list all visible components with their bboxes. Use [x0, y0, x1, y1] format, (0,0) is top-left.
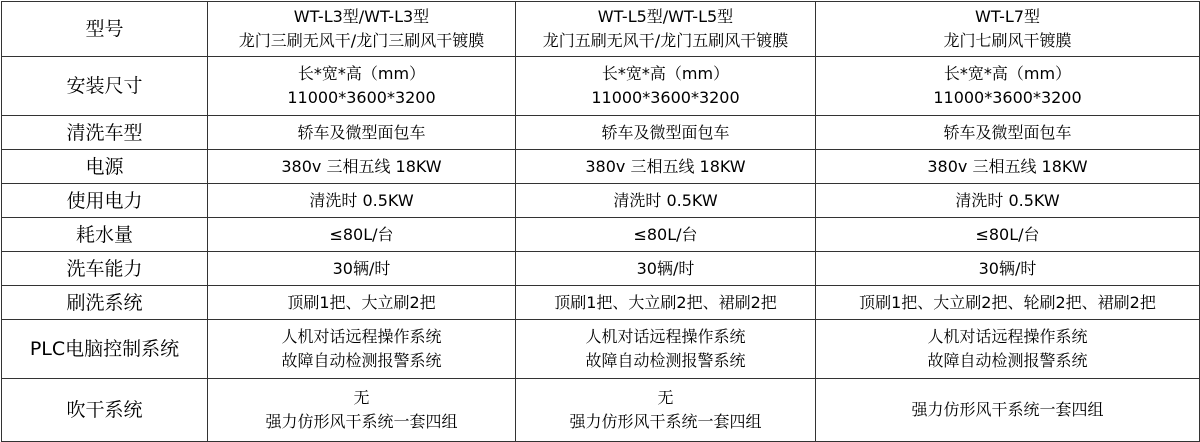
- cell-usage-l7: 清洗时 0.5KW: [816, 184, 1200, 218]
- row-capacity: [2, 252, 1200, 286]
- row-label-size: 安装尺寸: [2, 57, 208, 116]
- cell-water-l3: ≤80L/台: [208, 218, 516, 252]
- cell-line: 无: [657, 388, 674, 407]
- cell-line: 强力仿形风干系统一套四组: [911, 400, 1104, 419]
- cell-capacity-l7: 30辆/时: [816, 252, 1200, 286]
- row-usage: [2, 184, 1200, 218]
- cell-vehicle-l5: 轿车及微型面包车: [516, 116, 816, 150]
- row-brush: [2, 286, 1200, 320]
- row-label-capacity: 洗车能力: [2, 252, 208, 286]
- cell-line: WT-L3型/WT-L3型: [293, 7, 430, 26]
- cell-line: 人机对话远程操作系统: [927, 327, 1088, 346]
- row-label-model: 型号: [2, 2, 208, 57]
- row-label-water: 耗水量: [2, 218, 208, 252]
- row-label-plc: PLC电脑控制系统: [2, 320, 208, 379]
- cell-dry-l5: [516, 379, 816, 442]
- cell-plc-l5: [516, 320, 816, 379]
- cell-brush-l7: 顶刷1把、大立刷2把、轮刷2把、裙刷2把: [816, 286, 1200, 320]
- cell-water-l5: ≤80L/台: [516, 218, 816, 252]
- row-power: [2, 150, 1200, 184]
- cell-line: 龙门七刷风干镀膜: [943, 31, 1072, 50]
- cell-capacity-l3: 30辆/时: [208, 252, 516, 286]
- cell-line: 龙门五刷无风干/龙门五刷风干镀膜: [542, 31, 789, 50]
- cell-brush-l5: 顶刷1把、大立刷2把、裙刷2把: [516, 286, 816, 320]
- cell-power-l3: 380v 三相五线 18KW: [208, 150, 516, 184]
- cell-line: 长*宽*高（mm）: [297, 64, 426, 83]
- row-dry: [2, 379, 1200, 442]
- row-vehicle: [2, 116, 1200, 150]
- cell-water-l7: ≤80L/台: [816, 218, 1200, 252]
- row-size: [2, 57, 1200, 116]
- cell-line: 强力仿形风干系统一套四组: [265, 412, 458, 431]
- spec-table: [1, 1, 1200, 442]
- cell-line: 11000*3600*3200: [591, 88, 740, 107]
- cell-dry-l7: [816, 379, 1200, 442]
- cell-line: 11000*3600*3200: [287, 88, 436, 107]
- cell-capacity-l5: 30辆/时: [516, 252, 816, 286]
- cell-line: 故障自动检测报警系统: [585, 351, 746, 370]
- cell-dry-l3: [208, 379, 516, 442]
- cell-usage-l3: 清洗时 0.5KW: [208, 184, 516, 218]
- cell-line: 故障自动检测报警系统: [927, 351, 1088, 370]
- spec-table-body: [2, 2, 1200, 442]
- cell-line: 无: [353, 388, 370, 407]
- cell-line: 龙门三刷无风干/龙门三刷风干镀膜: [238, 31, 485, 50]
- cell-usage-l5: 清洗时 0.5KW: [516, 184, 816, 218]
- cell-size-l3: [208, 57, 516, 116]
- row-water: [2, 218, 1200, 252]
- cell-line: 强力仿形风干系统一套四组: [569, 412, 762, 431]
- cell-line: 故障自动检测报警系统: [281, 351, 442, 370]
- cell-line: 11000*3600*3200: [933, 88, 1082, 107]
- cell-size-l5: [516, 57, 816, 116]
- row-label-brush: 刷洗系统: [2, 286, 208, 320]
- row-label-power: 电源: [2, 150, 208, 184]
- cell-vehicle-l7: 轿车及微型面包车: [816, 116, 1200, 150]
- cell-power-l7: 380v 三相五线 18KW: [816, 150, 1200, 184]
- row-label-dry: 吹干系统: [2, 379, 208, 442]
- row-plc: [2, 320, 1200, 379]
- cell-power-l5: 380v 三相五线 18KW: [516, 150, 816, 184]
- cell-line: WT-L7型: [975, 7, 1040, 26]
- cell-plc-l7: [816, 320, 1200, 379]
- cell-line: 人机对话远程操作系统: [281, 327, 442, 346]
- cell-plc-l3: [208, 320, 516, 379]
- cell-vehicle-l3: 轿车及微型面包车: [208, 116, 516, 150]
- cell-line: 长*宽*高（mm）: [601, 64, 730, 83]
- cell-line: 长*宽*高（mm）: [943, 64, 1072, 83]
- row-label-vehicle: 清洗车型: [2, 116, 208, 150]
- cell-size-l7: [816, 57, 1200, 116]
- row-label-usage: 使用电力: [2, 184, 208, 218]
- cell-brush-l3: 顶刷1把、大立刷2把: [208, 286, 516, 320]
- cell-line: WT-L5型/WT-L5型: [597, 7, 734, 26]
- cell-model-l7: [816, 2, 1200, 57]
- cell-model-l3: [208, 2, 516, 57]
- row-model: [2, 2, 1200, 57]
- cell-line: 人机对话远程操作系统: [585, 327, 746, 346]
- cell-model-l5: [516, 2, 816, 57]
